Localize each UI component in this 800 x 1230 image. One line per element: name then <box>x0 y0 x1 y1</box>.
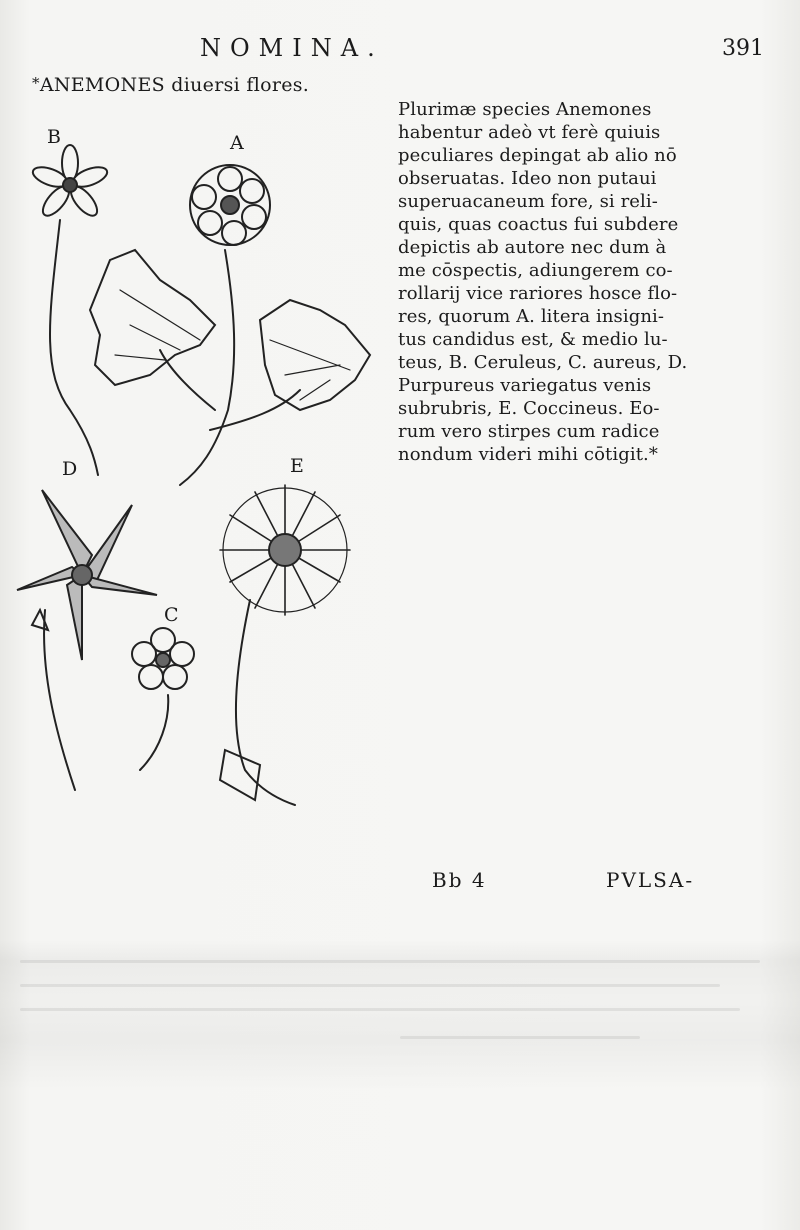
show-through-area <box>0 940 800 1090</box>
body-line: Purpureus variegatus venis <box>398 375 652 396</box>
signature-mark: Bb 4 <box>432 868 487 892</box>
root-e <box>220 750 260 800</box>
body-line: res, quorum A. litera insigni- <box>398 306 665 327</box>
flower-b <box>30 145 109 220</box>
figure-caption-text: ANEMONES diuersi flores. <box>39 74 310 96</box>
stem-c <box>140 695 168 770</box>
woodcut-illustration <box>0 110 400 830</box>
figure-label-e: E <box>290 455 304 477</box>
asterisk-mark: * <box>32 74 40 92</box>
figure-label-d: D <box>62 458 78 480</box>
body-line: depictis ab autore nec dum à <box>398 237 667 258</box>
flower-c <box>132 628 194 689</box>
leaf-left <box>90 250 215 385</box>
body-line: Plurimæ species Anemones <box>398 99 652 120</box>
figure-caption <box>32 74 309 96</box>
stem-b <box>50 220 98 475</box>
figure-label-b: B <box>47 126 61 148</box>
stem-a <box>180 250 234 485</box>
body-line: superuacaneum fore, si reli- <box>398 191 658 212</box>
figure-label-c: C <box>164 604 179 626</box>
running-head: NOMINA. <box>200 34 384 62</box>
flower-d <box>17 490 157 660</box>
flower-e <box>220 485 350 615</box>
catchword: PVLSA- <box>606 868 695 892</box>
show-through-line <box>400 1036 640 1039</box>
body-line: habentur adeò vt ferè quiuis <box>398 122 661 143</box>
body-text <box>398 98 688 466</box>
flower-a <box>190 165 270 245</box>
show-through-line <box>20 1008 740 1011</box>
body-line: quis, quas coactus fui subdere <box>398 214 679 235</box>
leaf-right <box>260 300 370 410</box>
stem-e <box>236 600 295 805</box>
body-line: tus candidus est, & medio lu- <box>398 329 668 350</box>
anemone-woodcut <box>0 110 400 830</box>
body-line: teus, B. Ceruleus, C. aureus, D. <box>398 352 688 373</box>
page-number: 391 <box>722 36 764 61</box>
show-through-line <box>20 984 720 987</box>
body-line: me cōspectis, adiungerem co- <box>398 260 673 281</box>
body-line: obseruatas. Ideo non putaui <box>398 168 657 189</box>
body-line: peculiares depingat ab alio nō <box>398 145 677 166</box>
figure-label-a: A <box>230 132 244 154</box>
stem-d <box>44 610 75 790</box>
body-line: subrubris, E. Coccineus. Eo- <box>398 398 660 419</box>
show-through-line <box>20 960 760 963</box>
body-line: rum vero stirpes cum radice <box>398 421 660 442</box>
branch-left <box>160 350 215 410</box>
body-line: rollarij vice rariores hosce flo- <box>398 283 678 304</box>
body-line: nondum videri mihi cōtigit.* <box>398 444 658 465</box>
